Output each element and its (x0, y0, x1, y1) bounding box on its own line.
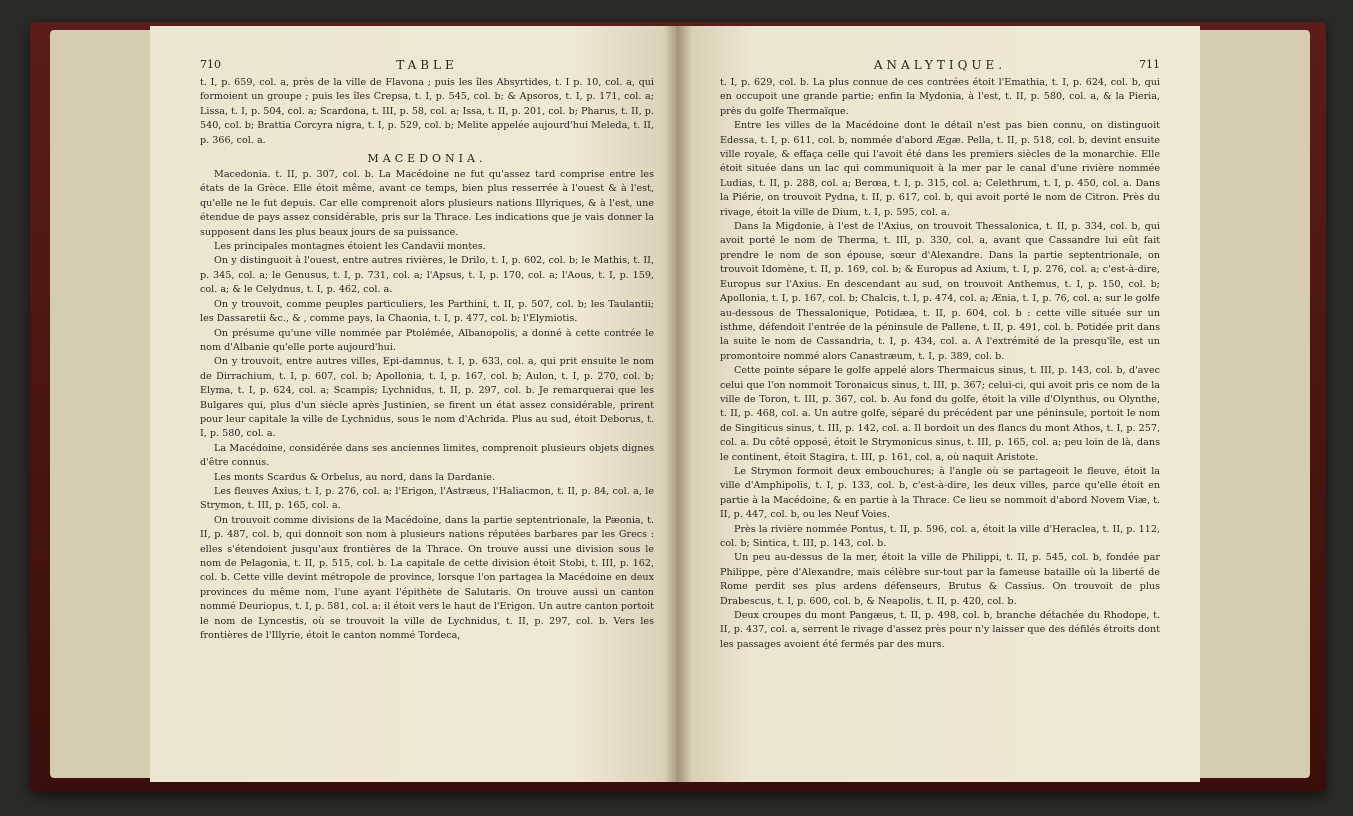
right-paragraph: Le Strymon formoit deux embouchures; à l'angle où se partageoit le fleuve, étoit la ville d'Amphipolis, t. I, p. 133, col. b, c'est-à-dire, les deux villes, parce qu'elle étoit en partie à la Macédoine, & en partie à la Thrace. Ce lieu se nommoit d'abord Novem Viæ, t. II, p. 447, col. b, ou les Neuf Voies. (720, 465, 1160, 521)
left-paragraph: On y trouvoit, entre autres villes, Epi-damnus, t. I, p. 633, col. a, qui prit ensuite le nom de Dirrachium, t. I, p. 607, col. b; Apollonia, t. I, p. 167, col. b; Aulon, t. I, p. 270, col. b; Elyma, t. I, p. 624, col. a; Scampis; Lychnidus, t. II, p. 297, col. b. Je remarquerai que les Bulgares qui, plus d'un siècle après Justinien, se firent un état assez considérable, prirent pour leur capitale la ville de Lychnidus, sous le nom d'Achrida. Plus au sud, étoit Deborus, t. I, p. 580, col. a. (200, 356, 654, 440)
right-paragraph: Un peu au-dessus de la mer, étoit la ville de Philippi, t. II, p. 545, col. b, fondée par Philippe, père d'Alexandre, mais célèbre sur-tout par la fameuse bataille où la liberté de Rome perdit ses plus ardens défenseurs, Brutus & Cassius. On trouvoit de plus Drabescus, t. I, p. 600, col. b, & Neapolis, t. II, p. 420, col. b. (720, 552, 1160, 607)
left-paragraph: Les monts Scardus & Orbelus, au nord, dans la Dardanie. (214, 471, 495, 483)
left-paragraph: On y trouvoit, comme peuples particuliers, les Parthini, t. II, p. 507, col. b; les Taulantii; les Dassaretii &c., & , comme pays, la Chaonia, t. I, p. 477, col. b; l'Elymiotis. (200, 298, 654, 325)
left-paragraph: On trouvoit comme divisions de la Macédoine, dans la partie septentrionale, la Pæonia, t. II, p. 487, col. b, qui donnoit son nom à plusieurs nations réputées barbares par les Grecs : elles s'étendoient jusqu'aux frontières de la Thrace. On trouve aussi une division sous le nom de Pelagonia, t. II, p. 515, col. b. La capitale de cette division étoit Stobi, t. III, p. 162, col. b. Cette ville devint métropole de province, lorsque l'on partagea la Macédoine en deux provinces du même nom, l'une ayant l'épithète de Salutaris. On trouve aussi un canton nommé Deuriopus, t. I, p. 581, col. a: il étoit vers le haut de l'Erigon. Un autre canton portoit le nom de Lyncestis, où se trouvoit la ville de Lychnidus, t. II, p. 297, col. b. Vers les frontières de l'Illyrie, étoit le canton nommé Tordeca, (200, 514, 654, 642)
left-paragraph: On y distinguoit à l'ouest, entre autres rivières, le Drilo, t. I, p. 602, col. b; le Mathis, t. II, p. 345, col. a; le Genusus, t. I, p. 731, col. a; l'Apsus, t. I, p. 170, col. a; l'Aous, t. I, p. 159, col. a; & le Celydnus, t. I, p. 462, col. a. (200, 255, 654, 296)
right-paragraph: Cette pointe sépare le golfe appelé alors Thermaicus sinus, t. III, p. 143, col. b, d'avec celui que l'on nommoit Toronaicus sinus, t. III, p. 367; celui-ci, qui avoit pris ce nom de la ville de Toron, t. III, p. 367, col. b. Au fond du golfe, étoit la ville d'Olynthus, ou Olynthe, t. II, p. 468, col. a. Un autre golfe, séparé du précédent par une péninsule, portoit le nom de Singiticus sinus, t. III, p. 142, col. a. Il bordoit un des flancs du mont Athos, t. I, p. 257, col. a. Du côté opposé, étoit le Strymonicus sinus, t. III, p. 165, col. a; peu loin de là, dans le continent, étoit Stagira, t. III, p. 161, col. a, où naquit Aristote. (720, 365, 1160, 463)
right-paragraph: Entre les villes de la Macédoine dont le détail n'est pas bien connu, on distinguoit Edessa, t. I, p. 611, col. b, nommée d'abord Ægæ. Pella, t. II, p. 518, col. b, devint ensuite ville royale, & effaça celle qui l'avoit été dans les premiers siècles de la monarchie. Elle étoit située dans un lac qui communiquoit à la mer par le canal d'une rivière nommée Ludias, t. II, p. 288, col. a; Berœa, t. I, p. 315, col. a; Celethrum, t. I, p. 450, col. a. Dans la Piérie, on trouvoit Pydna, t. II, p. 617, col. b, qui avoit porté le nom de Citron. Près du rivage, étoit la ville de Dium, t. I, p. 595, col. a. (720, 120, 1160, 218)
right-paragraph: Deux croupes du mont Pangæus, t. II, p. 498, col. b, branche détachée du Rhodope, t. II, p. 437, col. a, serrent le rivage d'assez près pour n'y laisser que des défilés étroits dont les passages avoient été fermés par des murs. (720, 610, 1160, 650)
left-page-number: 710 (200, 58, 221, 71)
right-paragraph: Dans la Migdonie, à l'est de l'Axius, on trouvoit Thessalonica, t. II, p. 334, col. b, qui avoit porté le nom de Therma, t. III, p. 330, col. a, avant que Cassandre lui eût fait prendre le nom de son épouse, sœur d'Alexandre. Dans la partie septentrionale, on trouvoit Idomène, t. II, p. 169, col. b; & Europus ad Axium, t. I, p. 276, col. a; c'est-à-dire, Europus sur l'Axius. En descendant au sud, on trouvoit Anthemus, t. I, p. 150, col. b; Apollonia, t. I, p. 167, col. b; Chalcis, t. I, p. 474, col. a; Ænia, t. I, p. 76, col. a; sur le golfe au-dessous de Thessalonique, Potidæa, t. II, p. 604, col. b : cette ville située sur un isthme, défendoit l'entrée de la péninsule de Pallene, t. II, p. 491, col. b. Potidée prit dans la suite le nom de Cassandria, t. I, p. 434, col. a. A l'extrémité de la presqu'île, est un promontoire nommé alors Canastræum, t. I, p. 389, col. b. (720, 221, 1160, 362)
left-paragraph: Les principales montagnes étoient les Candavii montes. (214, 241, 486, 253)
right-page-header (720, 58, 1160, 76)
right-paragraph: Près la rivière nommée Pontus, t. II, p. 596, col. a, étoit la ville d'Heraclea, t. II, p. 112, col. b; Sintica, t. III, p. 143, col. b. (720, 523, 1160, 549)
left-intro-paragraph: t. I, p. 659, col. a, près de la ville de Flavona ; puis les îles Absyrtides, t. I p. 10, col. a, qui formoient un groupe ; puis les îles Crepsa, t. I, p. 545, col. b; & Apsoros, t. I, p. 171, col. a; Lissa, t. I, p. 504, col. a; Scardona, t. III, p. 58, col. a; Issa, t. II, p. 201, col. b; Pharus, t. II, p. 540, col. b; Brattia Corcyra nigra, t. I, p. 529, col. b; Melite appelée aujourd'hui Meleda, t. II, p. 366, col. a. (200, 77, 654, 146)
right-page-text (720, 76, 1160, 652)
left-page (150, 26, 680, 782)
left-page-header (200, 58, 654, 76)
left-paragraph: La Macédoine, considérée dans ses anciennes limites, comprenoit plusieurs objets dignes d'être connus. (200, 442, 654, 469)
left-paragraph: Les fleuves Axius, t. I, p. 276, col. a; l'Erigon, l'Astræus, l'Haliacmon, t. II, p. 84, col. a, le Strymon, t. III, p. 165, col. a. (200, 485, 654, 512)
left-paragraph: On présume qu'une ville nommée par Ptolémée, Albanopolis, a donné à cette contrée le nom d'Albanie qu'elle porte aujourd'hui. (200, 327, 654, 353)
right-paragraph: t. I, p. 629, col. b. La plus connue de ces contrées étoit l'Emathia, t. I, p. 624, col. b, qui en occupoit une grande partie; enfin la Mydonia, à l'est, t. II, p. 580, col. a, & la Pieria, près du golfe Thermaïque. (720, 77, 1160, 117)
left-paragraph: Macedonia. t. II, p. 307, col. b. La Macédoine ne fut qu'assez tard comprise entre les états de la Grèce. Elle étoit même, avant ce temps, bien plus resserrée à l'ouest & à l'est, qu'elle ne le fut depuis. Car elle comprenoit alors plusieurs nations Illyriques, & à l'est, une étendue de pays assez considérable, pris sur la Thrace. Les indications que je vais donner la supposent dans les plus beaux jours de sa puissance. (200, 169, 654, 238)
right-page-number: 711 (1139, 58, 1160, 71)
right-page (676, 26, 1200, 782)
book-gutter (664, 26, 692, 782)
left-page-text (200, 76, 654, 643)
section-title: MACEDONIA. (367, 152, 487, 166)
left-running-head: TABLE (396, 58, 458, 72)
right-running-head: ANALYTIQUE. (873, 58, 1007, 72)
